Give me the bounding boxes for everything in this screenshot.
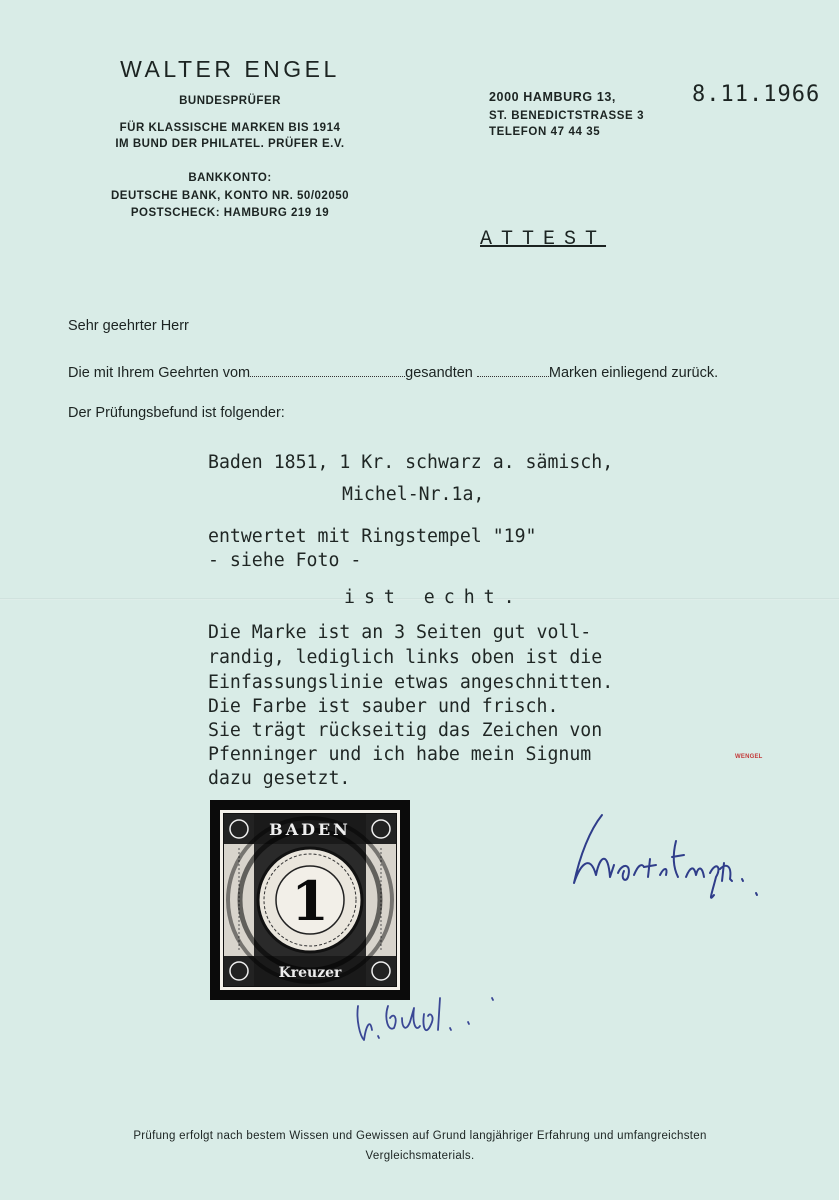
typed-line-3: entwertet mit Ringstempel "19"	[208, 526, 537, 547]
stamp-bottom-text: Kreuzer	[278, 965, 342, 981]
typed-line-12: dazu gesetzt.	[208, 768, 351, 789]
salutation: Sehr geehrter Herr	[68, 318, 189, 334]
footer-disclaimer-line2: Vergleichsmaterials.	[365, 1150, 475, 1162]
secondary-signature	[342, 978, 512, 1048]
letterhead-bank-account: DEUTSCHE BANK, KONTO NR. 50/02050	[110, 190, 350, 202]
stamp-top-text: BADEN	[269, 820, 351, 839]
date-blank-dots	[250, 364, 405, 377]
typed-line-6: Die Marke ist an 3 Seiten gut voll-	[208, 622, 592, 643]
letterhead-postscheck: POSTSCHECK: HAMBURG 219 19	[130, 207, 330, 219]
form-line-part2: gesandten	[405, 365, 473, 381]
typed-line-8: Einfassungslinie etwas angeschnitten.	[208, 672, 614, 693]
form-line-part3: Marken einliegend zurück.	[548, 365, 719, 381]
typed-line-9: Die Farbe ist sauber und frisch.	[208, 696, 559, 717]
form-return-line	[68, 364, 808, 381]
typed-line-4: - siehe Foto -	[208, 550, 362, 571]
typed-line-1: Baden 1851, 1 Kr. schwarz a. sämisch,	[208, 452, 614, 473]
baden-stamp-image	[210, 800, 410, 1000]
typed-line-7: randig, lediglich links oben ist die	[208, 647, 603, 668]
address-phone: TELEFON 47 44 35	[489, 126, 601, 138]
stamp-photo	[210, 800, 410, 1000]
letterhead-specialty-line1: FÜR KLASSISCHE MARKEN BIS 1914	[119, 122, 341, 134]
signum-mark: WENGEL	[735, 754, 763, 760]
attest-heading: ATTEST	[480, 228, 607, 251]
result-label: Der Prüfungsbefund ist folgender:	[68, 405, 285, 421]
address-street: ST. BENEDICTSTRASSE 3	[489, 110, 645, 122]
letterhead-bank-label: BANKKONTO:	[188, 172, 272, 184]
address-city: 2000 HAMBURG 13,	[489, 90, 617, 104]
main-signature	[560, 805, 770, 915]
typed-line-5: ist echt.	[344, 587, 524, 608]
letterhead-specialty-line2: IM BUND DER PHILATEL. PRÜFER E.V.	[115, 138, 345, 150]
letterhead-title: BUNDESPRÜFER	[179, 95, 281, 107]
form-line-part1: Die mit Ihrem Geehrten vom	[68, 365, 251, 381]
typed-line-10: Sie trägt rückseitig das Zeichen von	[208, 720, 603, 741]
stamp-numeral: 1	[291, 869, 329, 933]
letterhead-name: WALTER ENGEL	[120, 56, 340, 82]
typed-line-2: Michel-Nr.1a,	[342, 484, 485, 505]
sender-blank-dots	[477, 364, 549, 377]
document-date: 8.11.1966	[692, 82, 821, 107]
footer-disclaimer-line1: Prüfung erfolgt nach bestem Wissen und Gewissen auf Grund langjähriger Erfahrung und umfangreichsten	[133, 1130, 707, 1142]
typed-line-11: Pfenninger und ich habe mein Signum	[208, 744, 592, 765]
